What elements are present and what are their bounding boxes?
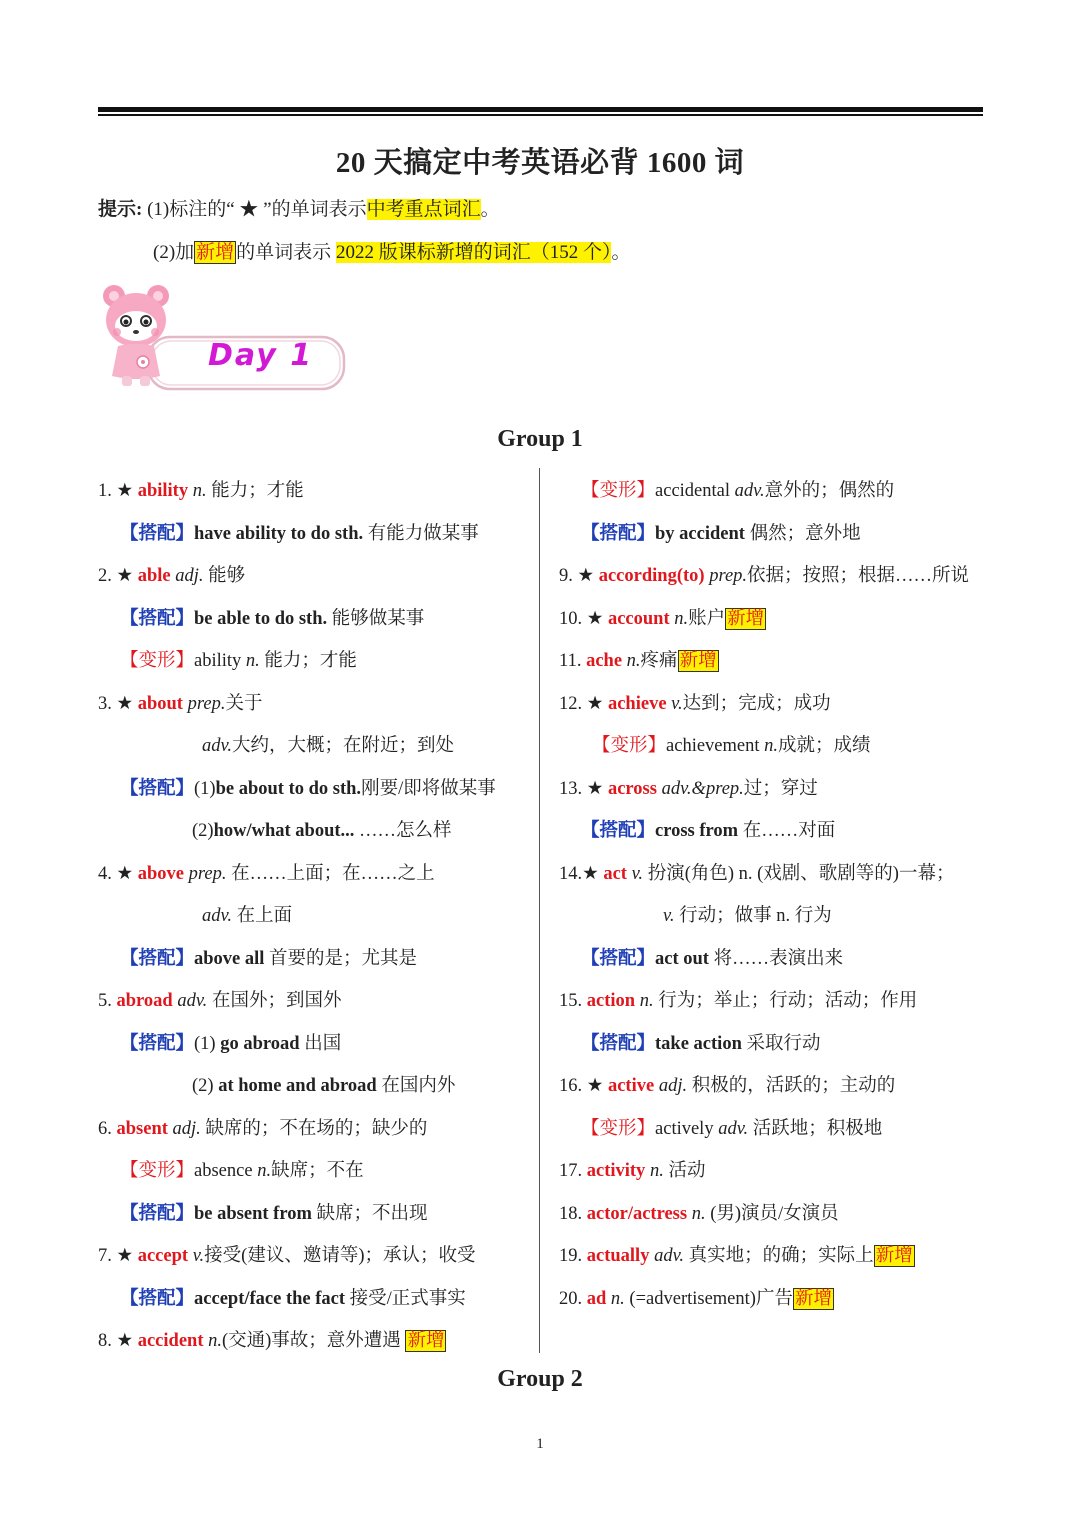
new-word-tag: 新增 <box>679 651 717 671</box>
left-entry-line <box>98 1328 446 1354</box>
part-of-speech: adv. <box>649 1246 685 1266</box>
headword: actually <box>586 1246 650 1266</box>
part-of-speech: adv. <box>172 991 208 1011</box>
headword: ache <box>586 651 623 671</box>
definition: 扮演(角色) n. (戏剧、歌剧等的)一幕； <box>643 863 955 884</box>
definition: 在国内外 <box>376 1076 456 1096</box>
left-entry-line <box>202 903 292 929</box>
phrase-text: be about to do sth. <box>215 778 362 799</box>
left-entry-line <box>202 733 454 759</box>
part-of-speech: adv. <box>713 1118 749 1139</box>
part-of-speech: n. <box>635 991 654 1011</box>
collocation-tag: 【搭配】 <box>120 1288 195 1309</box>
headword: ability <box>137 481 189 501</box>
part-of-speech: n. <box>241 651 260 671</box>
entry-number: 9. <box>559 566 578 586</box>
definition: 缺席；不出现 <box>311 1203 428 1224</box>
definition: 成就；成绩 <box>778 736 871 756</box>
headword: account <box>607 608 670 629</box>
right-entry-line <box>559 776 818 802</box>
phrase-text: above all <box>194 948 265 969</box>
definition: 将……表演出来 <box>708 948 844 969</box>
definition: 依据；按照；根据……所说 <box>747 566 970 586</box>
part-of-speech: prep. <box>182 693 226 714</box>
headword: across <box>607 778 657 799</box>
star-icon: ★ <box>116 481 138 501</box>
group-1-heading: Group 1 <box>497 426 583 452</box>
day-banner <box>100 282 350 394</box>
right-entry-line <box>559 1286 834 1312</box>
entry-number: 16. <box>559 1076 587 1096</box>
part-of-speech: v. <box>626 863 644 884</box>
hint-2-highlight: 2022 版课标新增的词汇（152 个） <box>335 242 612 263</box>
new-word-tag: 新增 <box>727 608 765 629</box>
phrase-text: act out <box>655 948 709 969</box>
left-entry-line <box>120 1158 364 1184</box>
hint-new-tag: 新增 <box>196 242 235 263</box>
page-title: 20 天搞定中考英语必背 1600 词 <box>335 147 745 179</box>
entry-text: ability <box>194 651 242 671</box>
entry-number: 13. <box>559 778 587 799</box>
phrase-text: at home and abroad <box>218 1076 377 1096</box>
right-entry-line <box>663 903 832 929</box>
part-of-speech: v. <box>188 1246 205 1266</box>
part-of-speech: n. <box>606 1288 625 1309</box>
headword: according(to) <box>598 566 705 586</box>
collocation-tag: 【搭配】 <box>120 523 195 544</box>
part-of-speech: n. <box>687 1203 706 1224</box>
definition: 能够 <box>203 566 246 586</box>
entry-text: (2) <box>192 821 214 841</box>
definition: 达到；完成；成功 <box>682 693 831 714</box>
part-of-speech: adv. <box>202 736 232 756</box>
headword: absent <box>116 1118 168 1139</box>
left-entry-line <box>98 691 262 717</box>
column-divider <box>539 468 540 1353</box>
left-entry-line <box>98 563 245 589</box>
definition: 账户 <box>688 608 726 629</box>
left-entry-line <box>120 1031 341 1057</box>
entry-number: 12. <box>559 693 587 714</box>
headword: ad <box>586 1288 607 1309</box>
collocation-tag: 【搭配】 <box>120 778 195 799</box>
star-icon: ★ <box>586 778 608 799</box>
definition: 在上面 <box>231 906 293 926</box>
collocation-tag: 【搭配】 <box>120 948 195 969</box>
left-entry-line <box>120 521 479 547</box>
definition: 意外的；偶然的 <box>764 481 895 501</box>
star-icon: ★ <box>116 863 138 884</box>
collocation-tag: 【搭配】 <box>120 608 195 629</box>
phrase-text: by accident <box>655 523 745 544</box>
right-entry-line <box>559 1201 839 1227</box>
part-of-speech: n. <box>759 736 778 756</box>
phrase-text: accept/face the fact <box>194 1288 346 1309</box>
headword: able <box>137 566 171 586</box>
definition: 疼痛 <box>640 651 678 671</box>
left-entry-line <box>98 478 304 504</box>
definition: 首要的是；尤其是 <box>264 948 418 969</box>
phrase-text: have ability to do sth. <box>194 523 364 544</box>
entry-text: (1) <box>194 778 216 799</box>
right-entry-line <box>581 478 894 504</box>
definition: 采取行动 <box>741 1033 821 1054</box>
definition: 刚要/即将做某事 <box>361 778 496 799</box>
definition: 偶然；意外地 <box>744 523 861 544</box>
hint-line-2 <box>153 237 630 264</box>
definition: 能力；才能 <box>259 651 357 671</box>
entry-number: 15. <box>559 991 587 1011</box>
star-icon: ★ <box>116 566 138 586</box>
star-icon: ★ <box>586 1076 608 1096</box>
entry-number: 8. <box>98 1331 117 1351</box>
definition: (交通)事故；意外遭遇 <box>221 1331 406 1351</box>
definition: (男)演员/女演员 <box>705 1203 839 1224</box>
collocation-tag: 【搭配】 <box>581 523 656 544</box>
part-of-speech: prep. <box>183 863 227 884</box>
definition: 积极的，活跃的；主动的 <box>687 1076 896 1096</box>
part-of-speech: adv. <box>202 906 232 926</box>
headword: accident <box>137 1331 204 1351</box>
headword: achieve <box>607 693 667 714</box>
entry-number: 6. <box>98 1118 117 1139</box>
definition: 在……对面 <box>738 821 836 841</box>
entry-number: 10. <box>559 608 587 629</box>
right-entry-line <box>559 1243 915 1269</box>
definition: (=advertisement)广告 <box>624 1288 793 1309</box>
part-of-speech: v. <box>666 693 683 714</box>
definition: 能力；才能 <box>206 481 304 501</box>
right-entry-line <box>559 988 917 1014</box>
phrase-text: cross from <box>655 821 739 841</box>
definition: 缺席的；不在场的；缺少的 <box>200 1118 428 1139</box>
part-of-speech: n. <box>645 1161 664 1181</box>
hint-2-mid: 的单词表示 <box>236 242 336 263</box>
entry-text: accidental <box>655 481 730 501</box>
entry-number: 11. <box>559 651 587 671</box>
right-entry-line <box>581 818 835 844</box>
entry-number: 5. <box>98 991 117 1011</box>
right-entry-line <box>581 1031 821 1057</box>
right-entry-line <box>581 1116 882 1142</box>
day-label: Day 1 <box>208 338 314 373</box>
variant-tag: 【变形】 <box>120 1161 195 1181</box>
headword: accept <box>137 1246 189 1266</box>
right-entry-line <box>592 733 871 759</box>
entry-number: 20. <box>559 1288 587 1309</box>
entry-number: 4. <box>98 863 117 884</box>
star-icon: ★ <box>586 608 608 629</box>
left-entry-line <box>120 606 424 632</box>
part-of-speech: adj. <box>170 566 204 586</box>
hint-label: 提示: <box>98 199 143 220</box>
header-rule-thick <box>98 107 983 112</box>
star-icon: ★ <box>577 566 599 586</box>
hint-2-text: (2)加 <box>153 242 195 263</box>
phrase-text: go abroad <box>220 1033 300 1054</box>
page-number: 1 <box>536 1436 544 1452</box>
left-entry-line <box>120 946 417 972</box>
entry-number: 3. <box>98 693 117 714</box>
collocation-tag: 【搭配】 <box>581 821 656 841</box>
phrase-text: be able to do sth. <box>194 608 328 629</box>
definition: 出国 <box>299 1033 342 1054</box>
star-icon: ★ <box>586 693 608 714</box>
entry-text: (2) <box>192 1076 219 1096</box>
headword: action <box>586 991 636 1011</box>
left-entry-line <box>120 648 357 674</box>
left-entry-line <box>192 1073 455 1099</box>
part-of-speech: n. <box>252 1161 272 1181</box>
definition: 行为；举止；行动；活动；作用 <box>653 991 918 1011</box>
left-entry-line <box>98 988 341 1014</box>
right-entry-line <box>559 1158 705 1184</box>
new-word-tag: 新增 <box>875 1246 913 1266</box>
collocation-tag: 【搭配】 <box>120 1033 195 1054</box>
variant-tag: 【变形】 <box>592 736 667 756</box>
phrase-text: take action <box>655 1033 742 1054</box>
definition: 能够做某事 <box>327 608 425 629</box>
entry-number: 2. <box>98 566 117 586</box>
left-entry-line <box>120 1286 466 1312</box>
star-icon: ★ <box>116 1246 138 1266</box>
hint-1-text: (1)标注的“ ★ ”的单词表示 <box>147 199 367 220</box>
collocation-tag: 【搭配】 <box>120 1203 195 1224</box>
definition: 行动；做事 n. 行为 <box>674 906 832 926</box>
definition: 接受(建议、邀请等)；承认；收受 <box>204 1246 476 1266</box>
hint-line-1 <box>98 194 500 221</box>
entry-number: 19. <box>559 1246 587 1266</box>
definition: 在国外；到国外 <box>207 991 342 1011</box>
right-entry-line <box>559 606 766 632</box>
hint-1-highlight: 中考重点词汇 <box>366 199 481 220</box>
part-of-speech: adv.&prep. <box>656 778 744 799</box>
right-entry-line <box>581 521 861 547</box>
right-entry-line <box>581 946 843 972</box>
part-of-speech: n. <box>669 608 689 629</box>
headword: actor/actress <box>586 1203 688 1224</box>
star-icon: ★ <box>582 863 604 884</box>
definition: 关于 <box>225 693 263 714</box>
definition: 缺席；不在 <box>271 1161 364 1181</box>
right-entry-line <box>559 648 719 674</box>
phrase-text: be absent from <box>194 1203 312 1224</box>
headword: active <box>607 1076 655 1096</box>
variant-tag: 【变形】 <box>581 481 656 501</box>
headword: abroad <box>116 991 173 1011</box>
group-2-heading: Group 2 <box>497 1366 583 1392</box>
new-word-tag: 新增 <box>407 1331 445 1351</box>
entry-text: achievement <box>666 736 760 756</box>
headword: act <box>603 863 627 884</box>
part-of-speech: adj. <box>167 1118 201 1139</box>
part-of-speech: v. <box>663 906 675 926</box>
definition: 过；穿过 <box>743 778 818 799</box>
definition: 在……上面；在……之上 <box>226 863 435 884</box>
left-entry-line <box>192 818 452 844</box>
variant-tag: 【变形】 <box>120 651 195 671</box>
right-entry-line <box>559 563 969 589</box>
left-entry-line <box>120 776 496 802</box>
definition: 活动 <box>663 1161 706 1181</box>
part-of-speech: n. <box>203 1331 222 1351</box>
hint-2-end: 。 <box>611 242 631 263</box>
definition: 大约，大概；在附近；到处 <box>231 736 454 756</box>
part-of-speech: adv. <box>730 481 765 501</box>
hint-1-end: 。 <box>480 199 500 220</box>
star-icon: ★ <box>116 693 138 714</box>
entry-text: actively <box>655 1118 714 1139</box>
entry-text: (1) <box>194 1033 221 1054</box>
part-of-speech: adj. <box>654 1076 688 1096</box>
headword: about <box>137 693 183 714</box>
definition: 真实地；的确；实际上 <box>684 1246 874 1266</box>
header-rule-thin <box>98 114 983 116</box>
entry-number: 14. <box>559 863 583 884</box>
part-of-speech: n. <box>188 481 207 501</box>
phrase-text: how/what about... <box>213 821 355 841</box>
definition: 有能力做某事 <box>363 523 479 544</box>
right-entry-line <box>559 1073 895 1099</box>
headword: above <box>137 863 184 884</box>
headword: activity <box>586 1161 646 1181</box>
left-entry-line <box>98 861 435 887</box>
entry-number: 17. <box>559 1161 587 1181</box>
star-icon: ★ <box>116 1331 138 1351</box>
left-entry-line <box>98 1243 475 1269</box>
entry-number: 18. <box>559 1203 587 1224</box>
variant-tag: 【变形】 <box>581 1118 656 1139</box>
definition: 接受/正式事实 <box>345 1288 466 1309</box>
entry-text: absence <box>194 1161 253 1181</box>
left-entry-line <box>98 1116 427 1142</box>
collocation-tag: 【搭配】 <box>581 948 656 969</box>
right-entry-line <box>559 861 954 887</box>
collocation-tag: 【搭配】 <box>581 1033 656 1054</box>
left-entry-line <box>120 1201 428 1227</box>
part-of-speech: prep. <box>704 566 748 586</box>
definition: ……怎么样 <box>354 821 452 841</box>
definition: 活跃地；积极地 <box>748 1118 883 1139</box>
right-entry-line <box>559 691 831 717</box>
part-of-speech: n. <box>622 651 641 671</box>
entry-number: 7. <box>98 1246 117 1266</box>
entry-number: 1. <box>98 481 117 501</box>
new-word-tag: 新增 <box>794 1288 832 1309</box>
